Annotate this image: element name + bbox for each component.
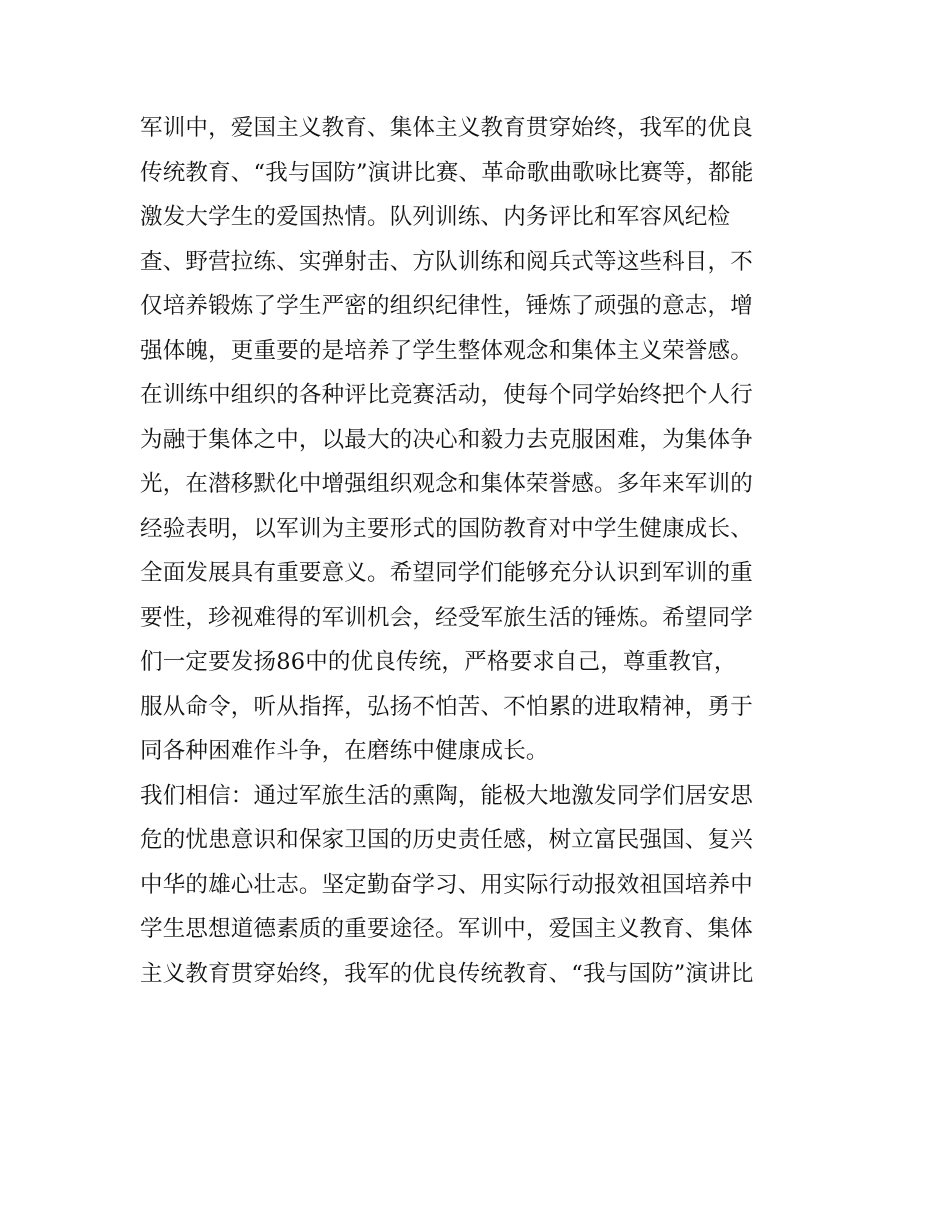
- text-line: 同各种困难作斗争，在磨练中健康成长。: [140, 738, 549, 764]
- text-line: 强体魄，更重要的是培养了学生整体观念和集体主义荣誉感。: [140, 337, 753, 364]
- text-line: 激发大学生的爱国热情。队列训练、内务评比和军容风纪检: [140, 204, 731, 230]
- text-line: 学生思想道德素质的重要途径。军训中，爱国主义教育、集体: [140, 916, 753, 942]
- text-line: 要性，珍视难得的军训机会，经受军旅生活的锤炼。希望同学: [140, 604, 753, 631]
- text-line: 主义教育贯穿始终，我军的优良传统教育、“我与国防”演讲比: [140, 960, 754, 987]
- text-line: 们一定要发扬86中的优良传统，严格要求自己，尊重教官，: [140, 649, 737, 675]
- text-line: 在训练中组织的各种评比竞赛活动，使每个同学始终把个人行: [140, 382, 753, 408]
- text-line: 危的忧患意识和保家卫国的历史责任感，树立富民强国、复兴: [140, 827, 753, 853]
- text-line: 中华的雄心壮志。坚定勤奋学习、用实际行动报效祖国培养中: [140, 871, 753, 898]
- text-line: 为融于集体之中，以最大的决心和毅力去克服困难，为集体争: [140, 426, 753, 453]
- text-line: 仅培养锻炼了学生严密的组织纪律性，锤炼了顽强的意志，增: [140, 293, 753, 319]
- text-line: 全面发展具有重要意义。希望同学们能够充分认识到军训的重: [140, 560, 753, 586]
- body-text: [140, 106, 820, 996]
- text-line: 服从命令，听从指挥，弘扬不怕苦、不怕累的进取精神，勇于: [140, 693, 753, 720]
- text-line: 传统教育、“我与国防”演讲比赛、革命歌曲歌咏比赛等，都能: [140, 159, 754, 186]
- text-line: 光，在潜移默化中增强组织观念和集体荣誉感。多年来军训的: [140, 471, 753, 497]
- text-line: 军训中，爱国主义教育、集体主义教育贯穿始终，我军的优良: [140, 115, 753, 141]
- text-line: 经验表明，以军训为主要形式的国防教育对中学生健康成长、: [140, 515, 753, 542]
- text-line: 查、野营拉练、实弹射击、方队训练和阅兵式等这些科目，不: [140, 248, 753, 275]
- text-line: 我们相信：通过军旅生活的熏陶，能极大地激发同学们居安思: [140, 782, 753, 809]
